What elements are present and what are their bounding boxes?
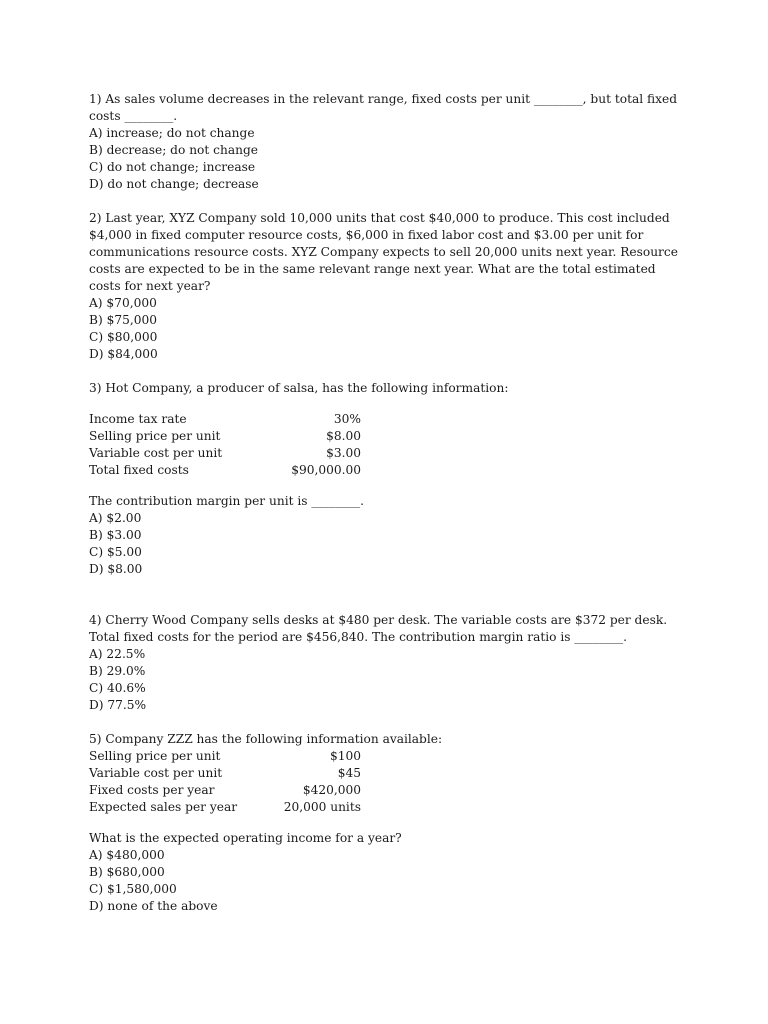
row-value: $90,000.00 [291, 463, 361, 477]
answer-option-d: D) none of the above [89, 899, 218, 913]
row-label: Variable cost per unit [89, 766, 223, 780]
row-value: 20,000 units [283, 800, 361, 814]
answer-option-b: B) decrease; do not change [89, 143, 258, 157]
row-label: Expected sales per year [89, 800, 238, 814]
row-value: 30% [333, 412, 361, 426]
answer-option-c: C) $80,000 [89, 330, 158, 344]
row-value: $45 [337, 766, 361, 780]
question-stem: 3) Hot Company, a producer of salsa, has the following information: [89, 381, 509, 395]
document-page [89, 91, 679, 915]
answer-option-a: A) 22.5% [89, 647, 146, 661]
row-label: Fixed costs per year [89, 783, 215, 797]
answer-option-d: D) $8.00 [89, 562, 143, 576]
question-stem: 5) Company ZZZ has the following information available: [89, 732, 443, 746]
answer-options [89, 646, 679, 714]
info-table [89, 748, 361, 816]
question-prompt: The contribution margin per unit is ________. [89, 494, 365, 508]
answer-option-a: A) $480,000 [89, 848, 165, 862]
row-value: $3.00 [326, 446, 361, 460]
question-4 [89, 612, 679, 714]
answer-option-d: D) 77.5% [89, 698, 147, 712]
question-stem: 4) Cherry Wood Company sells desks at $480 per desk. The variable costs are $372 per desk. Total fixed costs for the period are $456,840. The contribution margin ratio is ________. [89, 613, 668, 644]
answer-options [89, 295, 679, 363]
answer-option-c: C) 40.6% [89, 681, 146, 695]
question-stem: 2) Last year, XYZ Company sold 10,000 units that cost $40,000 to produce. This cost included $4,000 in fixed computer resource costs, $6,000 in fixed labor cost and $3.00 per unit for communications resource costs. XYZ Company expects to sell 20,000 units next year. Resource costs are expected to be in the same relevant range next year. What are the total estimated costs for next year? [89, 211, 678, 293]
answer-option-b: B) 29.0% [89, 664, 146, 678]
question-1 [89, 91, 679, 193]
answer-option-d: D) $84,000 [89, 347, 158, 361]
row-label: Total fixed costs [89, 463, 189, 477]
answer-option-b: B) $75,000 [89, 313, 157, 327]
row-label: Variable cost per unit [89, 446, 223, 460]
answer-options [89, 125, 679, 193]
answer-option-a: A) $2.00 [89, 511, 142, 525]
table-row [89, 782, 361, 799]
info-table [89, 411, 361, 479]
table-row [89, 748, 361, 765]
answer-options [89, 510, 679, 578]
answer-option-c: C) $5.00 [89, 545, 142, 559]
answer-option-b: B) $680,000 [89, 865, 165, 879]
table-row [89, 428, 361, 445]
table-row [89, 765, 361, 782]
answer-option-a: A) $70,000 [89, 296, 157, 310]
row-value: $420,000 [302, 783, 361, 797]
row-label: Selling price per unit [89, 749, 221, 763]
question-prompt: What is the expected operating income for a year? [89, 831, 402, 845]
row-label: Income tax rate [89, 412, 187, 426]
row-label: Selling price per unit [89, 429, 221, 443]
table-row [89, 799, 361, 816]
row-value: $8.00 [326, 429, 361, 443]
answer-option-b: B) $3.00 [89, 528, 142, 542]
question-3 [89, 380, 679, 578]
row-value: $100 [329, 749, 361, 763]
table-row [89, 462, 361, 479]
answer-options [89, 847, 679, 915]
answer-option-d: D) do not change; decrease [89, 177, 259, 191]
table-row [89, 411, 361, 428]
table-row [89, 445, 361, 462]
answer-option-c: C) do not change; increase [89, 160, 256, 174]
answer-option-a: A) increase; do not change [89, 126, 255, 140]
question-5 [89, 731, 679, 915]
answer-option-c: C) $1,580,000 [89, 882, 177, 896]
question-2 [89, 210, 679, 363]
question-stem: 1) As sales volume decreases in the relevant range, fixed costs per unit ________, but total fixed costs ________. [89, 92, 678, 123]
